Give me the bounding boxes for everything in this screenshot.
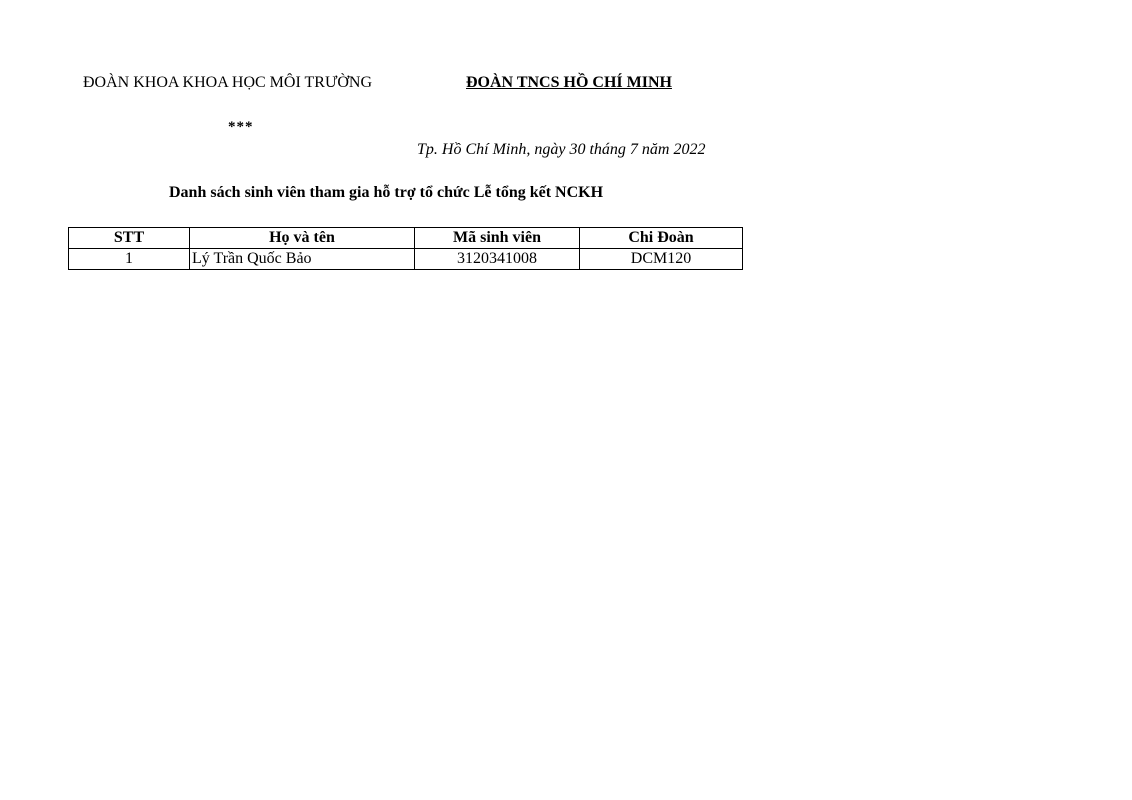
document-title: Danh sách sinh viên tham gia hỗ trợ tổ chức Lễ tổng kết NCKH — [169, 184, 604, 201]
column-header-stt: STT — [69, 228, 190, 249]
column-header-branch: Chi Đoàn — [580, 228, 743, 249]
cell-branch: DCM120 — [580, 249, 743, 270]
cell-name: Lý Trần Quốc Bảo — [190, 249, 415, 270]
student-table — [68, 227, 743, 270]
youth-union-name: ĐOÀN TNCS HỒ CHÍ MINH — [466, 74, 672, 91]
column-header-student-id: Mã sinh viên — [415, 228, 580, 249]
column-header-name: Họ và tên — [190, 228, 415, 249]
faculty-union-name: ĐOÀN KHOA KHOA HỌC MÔI TRƯỜNG — [83, 74, 373, 91]
table-row — [69, 249, 743, 270]
cell-stt: 1 — [69, 249, 190, 270]
date-line: Tp. Hồ Chí Minh, ngày 30 tháng 7 năm 2022 — [417, 141, 706, 158]
header-stars: *** — [228, 119, 254, 135]
table-header-row — [69, 228, 743, 249]
cell-student-id: 3120341008 — [415, 249, 580, 270]
